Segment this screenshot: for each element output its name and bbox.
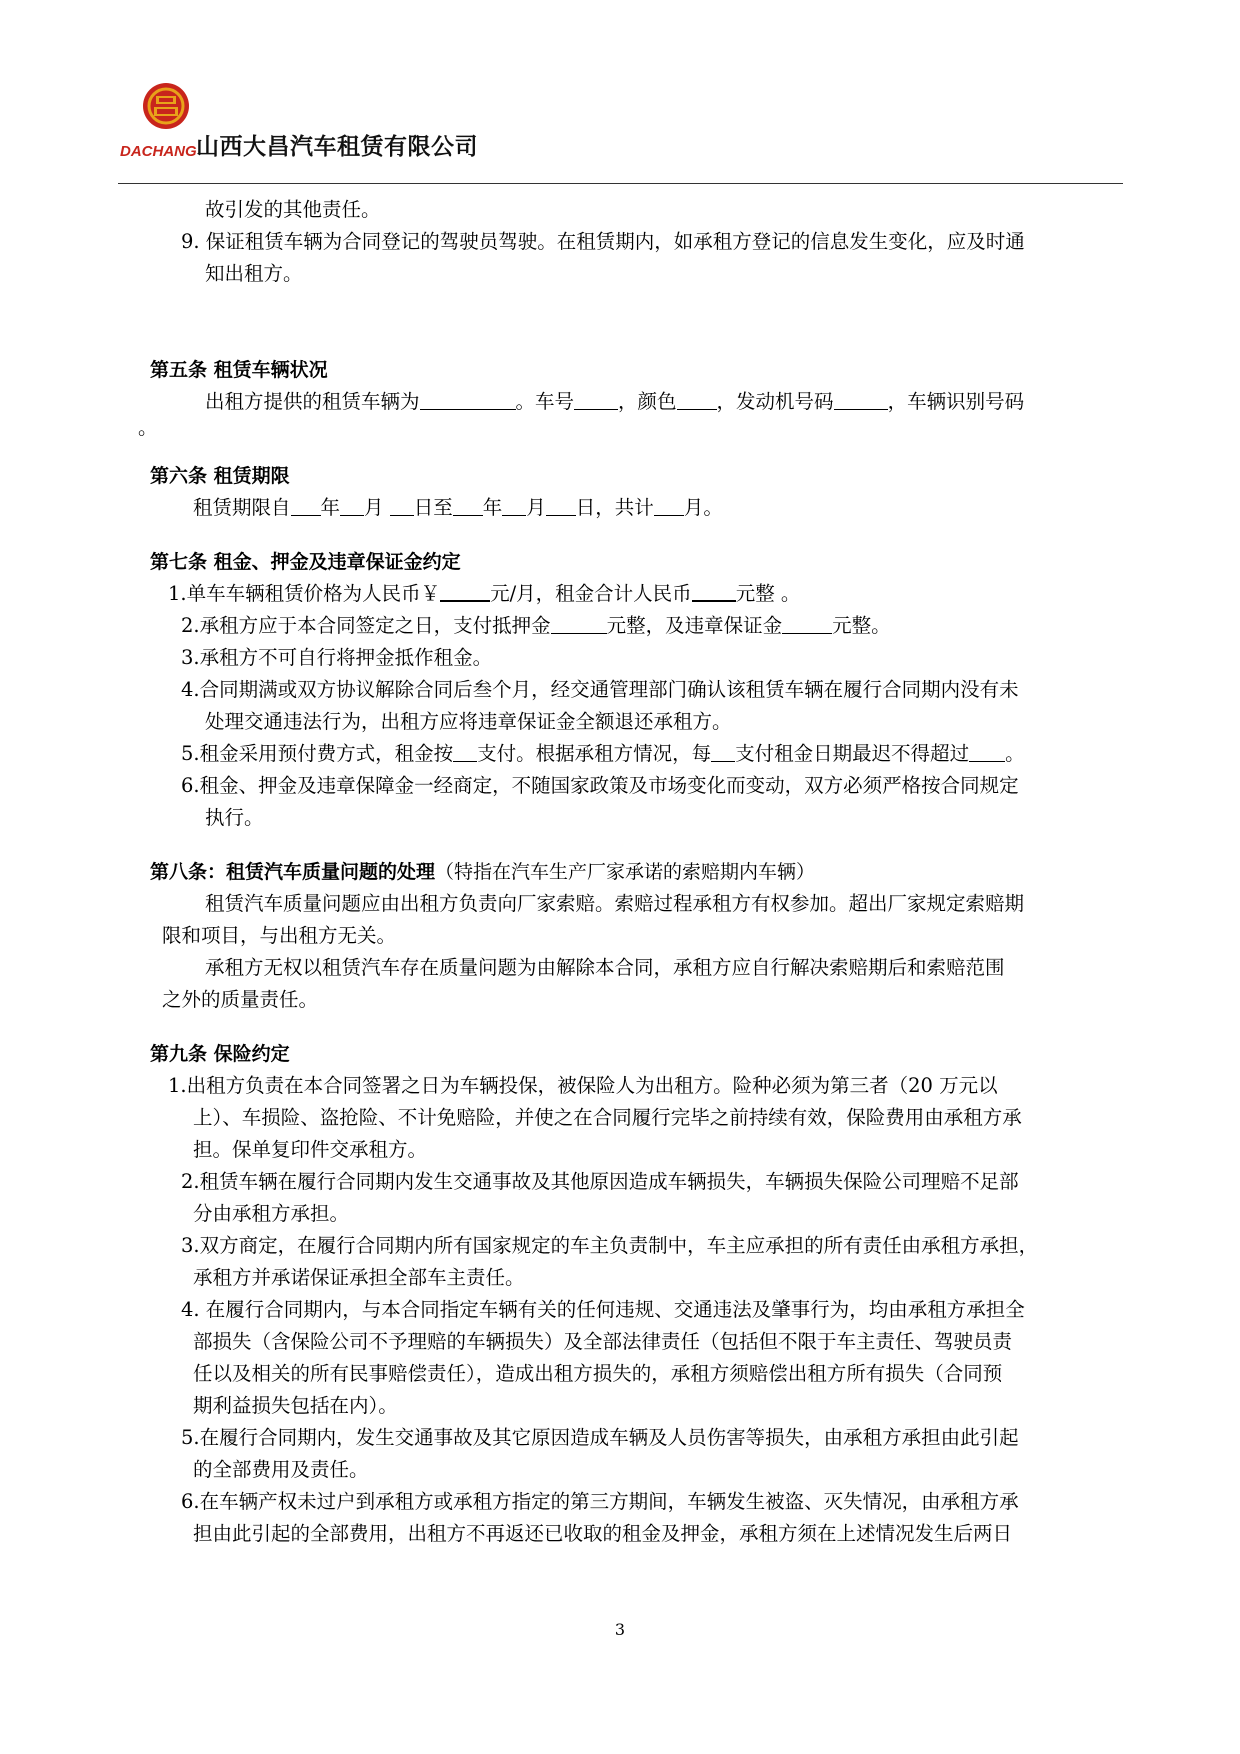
text-fragment: 元整。 xyxy=(832,614,891,637)
text-fragment: ，车辆识别号码 xyxy=(887,390,1025,413)
blank-field xyxy=(782,611,832,634)
list-item: 1.出租方负责在本合同签署之日为车辆投保，被保险人为出租方。险种必须为第三者（20 万元以 xyxy=(168,1074,998,1097)
text-fragment: 元整，及违章保证金 xyxy=(606,614,783,637)
blank-field xyxy=(677,387,717,410)
text-fragment: 支付租金日期最迟不得超过 xyxy=(735,742,970,765)
text-fragment: 年 xyxy=(482,496,503,519)
list-item xyxy=(181,610,1140,642)
list-item xyxy=(181,738,1140,770)
text-fragment: 日至 xyxy=(413,496,453,519)
blank-field xyxy=(551,611,607,634)
text-line: 期利益损失包括在内）。 xyxy=(193,1394,398,1417)
text-line: 处理交通违法行为，出租方应将违章保证金全额退还承租方。 xyxy=(205,710,732,733)
section-heading-5: 第五条 租赁车辆状况 xyxy=(150,359,328,381)
blank-field xyxy=(453,493,483,516)
blank-field xyxy=(711,739,735,762)
blank-field xyxy=(574,387,618,410)
blank-field xyxy=(390,493,414,516)
list-item: 9. 保证租赁车辆为合同登记的驾驶员驾驶。在租赁期内，如承租方登记的信息发生变化，应及时通 xyxy=(181,230,1025,253)
list-item: 6.租金、押金及违章保障金一经商定，不随国家政策及市场变化而变动，双方必须严格按合同规定 xyxy=(181,774,1019,797)
blank-field xyxy=(291,493,321,516)
text-line: 承租方无权以租赁汽车存在质量问题为由解除本合同，承租方应自行解决索赔期后和索赔范围 xyxy=(205,956,1005,979)
list-item: 6.在车辆产权未过户到承租方或承租方指定的第三方期间，车辆发生被盗、灭失情况，由承租方承 xyxy=(181,1490,1019,1513)
heading-text: 第八条：租赁汽车质量问题的处理 xyxy=(150,861,436,883)
blank-field xyxy=(546,493,576,516)
text-line: 故引发的其他责任。 xyxy=(205,198,381,221)
text-fragment: 日，共计 xyxy=(575,496,654,519)
section-heading-7: 第七条 租金、押金及违章保证金约定 xyxy=(150,551,461,573)
heading-note: （特指在汽车生产厂家承诺的索赔期内车辆） xyxy=(435,861,816,883)
text-line: 的全部费用及责任。 xyxy=(193,1458,369,1481)
text-fragment: 月 xyxy=(364,496,384,519)
blank-field xyxy=(969,739,1005,762)
text-fragment: 2.承租方应于本合同签定之日，支付抵押金 xyxy=(181,614,551,637)
blank-field xyxy=(340,493,364,516)
header-divider xyxy=(118,183,1123,184)
blank-field xyxy=(502,493,526,516)
section-heading-9: 第九条 保险约定 xyxy=(150,1043,290,1065)
list-item: 3.双方商定，在履行合同期内所有国家规定的车主负责制中，车主应承担的所有责任由承租方承担， xyxy=(181,1234,1039,1257)
company-name: 山西大昌汽车租赁有限公司 xyxy=(196,134,478,160)
blank-field xyxy=(453,739,477,762)
text-line: 分由承租方承担。 xyxy=(193,1202,350,1225)
text-line: 部损失（含保险公司不予理赔的车辆损失）及全部法律责任（包括但不限于车主责任、驾驶员责 xyxy=(193,1330,1013,1353)
text-line: 租赁汽车质量问题应由出租方负责向厂家索赔。索赔过程承租方有权参加。超出厂家规定索赔期 xyxy=(205,892,1025,915)
text-fragment: 出租方提供的租赁车辆为 xyxy=(205,390,420,413)
list-item: 4. 在履行合同期内，与本合同指定车辆有关的任何违规、交通违法及肇事行为，均由承租方承担全 xyxy=(181,1298,1025,1321)
text-line: 之外的质量责任。 xyxy=(162,988,319,1011)
text-line xyxy=(193,492,1140,524)
blank-field xyxy=(692,578,736,602)
document-body xyxy=(138,194,1140,1550)
list-item: 2.租赁车辆在履行合同期内发生交通事故及其他原因造成车辆损失，车辆损失保险公司理赔不足部 xyxy=(181,1170,1019,1193)
logo-wordmark: DACHANG xyxy=(120,143,197,160)
blank-field xyxy=(420,387,516,410)
list-item: 3.承租方不可自行将押金抵作租金。 xyxy=(181,646,493,669)
text-line: 担由此引起的全部费用，出租方不再返还已收取的租金及押金，承租方须在上述情况发生后两日 xyxy=(193,1522,1013,1545)
text-line: 担。保单复印件交承租方。 xyxy=(193,1138,428,1161)
page-number: 3 xyxy=(614,1620,626,1639)
text-fragment: 月。 xyxy=(683,496,723,519)
text-line: 任以及相关的所有民事赔偿责任），造成出租方损失的，承租方须赔偿出租方所有损失（合同预 xyxy=(193,1362,1003,1385)
text-fragment: 。 xyxy=(1005,742,1025,765)
text-line: 。 xyxy=(138,416,158,439)
section-heading-8 xyxy=(150,856,1140,888)
text-fragment: 支付。根据承租方情况，每 xyxy=(477,742,712,765)
list-item xyxy=(168,578,1140,610)
text-fragment: 1.单车车辆租赁价格为人民币￥ xyxy=(168,582,441,605)
text-line: 执行。 xyxy=(205,806,264,829)
text-fragment: 元/月，租金合计人民币 xyxy=(490,582,692,605)
text-fragment: 。车号 xyxy=(515,390,575,413)
text-fragment: ，颜色 xyxy=(618,390,677,413)
text-line: 上）、车损险、盗抢险、不计免赔险，并使之在合同履行完毕之前持续有效，保险费用由承租方承 xyxy=(193,1106,1022,1129)
blank-field xyxy=(834,387,888,410)
text-fragment: 元整 。 xyxy=(735,582,801,605)
text-line xyxy=(205,386,1140,418)
text-fragment: 月 xyxy=(526,496,546,519)
text-line: 承租方并承诺保证承担全部车主责任。 xyxy=(193,1266,525,1289)
blank-field xyxy=(654,493,684,516)
text-fragment: 年 xyxy=(320,496,341,519)
list-item: 4.合同期满或双方协议解除合同后叁个月，经交通管理部门确认该租赁车辆在履行合同期内没有未 xyxy=(181,678,1019,701)
text-fragment: 5.租金采用预付费方式，租金按 xyxy=(181,742,454,765)
text-fragment: 租赁期限自 xyxy=(193,496,291,519)
list-item: 5.在履行合同期内，发生交通事故及其它原因造成车辆及人员伤害等损失，由承租方承担由此引起 xyxy=(181,1426,1019,1449)
text-line: 限和项目，与出租方无关。 xyxy=(162,924,397,947)
section-heading-6: 第六条 租赁期限 xyxy=(150,465,290,487)
text-fragment: ，发动机号码 xyxy=(716,390,834,413)
blank-field xyxy=(440,578,490,602)
text-line: 知出租方。 xyxy=(205,262,303,285)
